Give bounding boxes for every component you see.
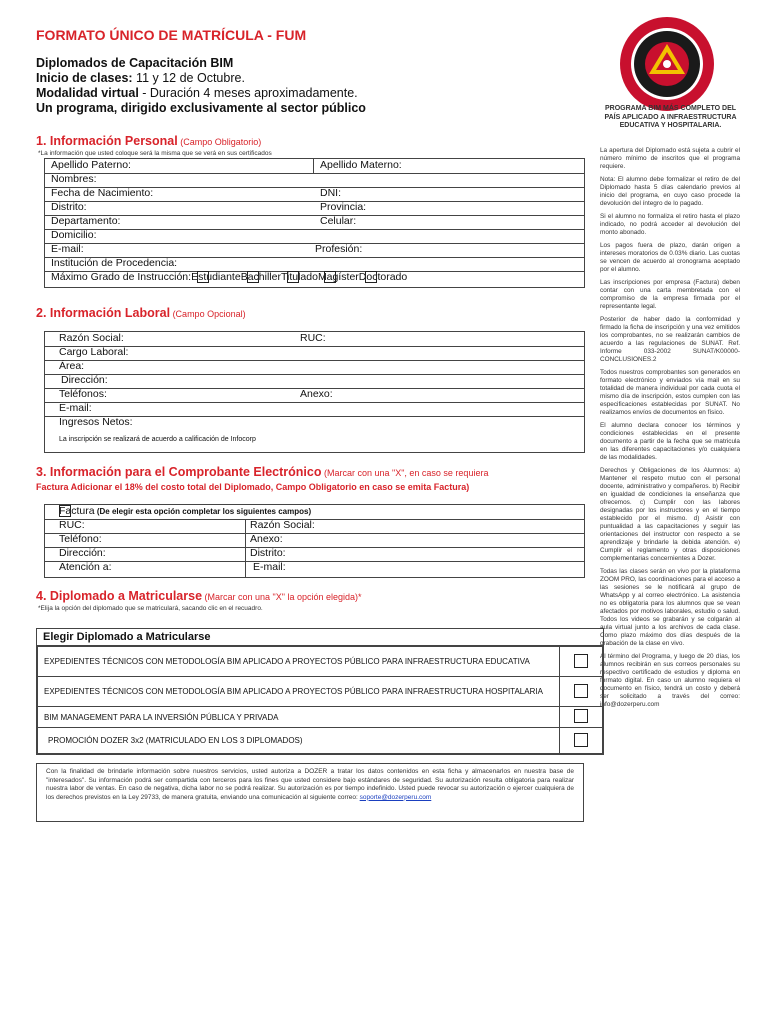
- field-email-laboral[interactable]: E-mail:: [59, 402, 92, 414]
- diplomado-option: EXPEDIENTES TÉCNICOS CON METODOLOGÍA BIM APLICADO A PROYECTOS PÚBLICO PARA INFRAESTRUCTURA HOSPITALARIA: [38, 677, 560, 707]
- field-factura-telefono[interactable]: Teléfono:: [59, 533, 102, 545]
- field-cargo[interactable]: Cargo Laboral:: [59, 346, 129, 358]
- personal-info-form: [44, 158, 585, 288]
- checkbox-diplomado-hospitalaria[interactable]: [574, 684, 588, 698]
- section-3-hint: Factura Adicionar el 18% del costo total del Diplomado, Campo Obligatorio en caso se emita Factura): [36, 482, 470, 492]
- field-ruc[interactable]: RUC:: [300, 332, 326, 344]
- diplomado-option: PROMOCIÓN DOZER 3x2 (MATRICULADO EN LOS 3 DIPLOMADOS): [38, 728, 560, 754]
- field-factura-ruc[interactable]: RUC:: [59, 519, 85, 531]
- section-1-title: 1. Información Personal (Campo Obligatorio): [36, 134, 262, 148]
- checkbox-titulado[interactable]: [287, 271, 299, 283]
- institution-logo: [619, 16, 715, 112]
- terms-paragraph: Todas las clases serán en vivo por la plataforma ZOOM PRO, las coordinaciones para el acceso a las sesiones se le notificará al grupo de WhatsApp y al correo electrónico. La asistencia no es obligatoria para los alumnos que se vean afectados por motivos laborales, estudio o salud. Todos los videos se grabarán y se colgarán al aula virtual junto a los archivos de cada clase. Como plazo máximo dos días después de la grabación de la clase en vivo.: [600, 568, 740, 647]
- field-anexo[interactable]: Anexo:: [300, 388, 333, 400]
- header-line-2: Inicio de clases: 11 y 12 de Octubre.: [36, 71, 245, 85]
- terms-paragraph: El alumno declara conocer los términos y condiciones establecidas en el presente documento a partir de la fecha que se matricula en las diferentes capacitaciones y/o cualquiera de las modalidades.: [600, 422, 740, 461]
- terms-paragraph: Las inscripciones por empresa (Factura) deben contar con una carta membretada con el compromiso de la empresa firmada por el representante legal.: [600, 279, 740, 310]
- section-4-note: *Elija la opción del diplomado que se matriculará, sacando clic en el recuadro.: [38, 605, 263, 612]
- terms-paragraph: Todos nuestros comprobantes son generados en formato electrónico y enviados vía mail en su totalidad de manera individual por cada cuota el mismo día de inscripción, estos cumplen con las especificaciones establecidas por SUNAT. No realizamos envíos de documentos en físico.: [600, 369, 740, 416]
- field-dni[interactable]: DNI:: [320, 187, 341, 199]
- field-factura-distrito[interactable]: Distrito:: [250, 547, 286, 559]
- field-provincia[interactable]: Provincia:: [320, 201, 367, 213]
- checkbox-doctorado[interactable]: [365, 271, 377, 283]
- checkbox-diplomado-educativa[interactable]: [574, 654, 588, 668]
- field-factura-razon-social[interactable]: Razón Social:: [250, 519, 315, 531]
- terms-paragraph: Nota: El alumno debe formalizar el retiro de del Diplomado hasta 5 días calendario previos al inicio del programa, en cuyo caso procede la devolución del íntegro de lo pagado.: [600, 176, 740, 207]
- infocorp-note: La inscripción se realizará de acuerdo a calificación de Infocorp: [59, 436, 256, 443]
- side-tagline: PROGRAMA BIM MÁS COMPLETO DEL PAÍS APLICADO A INFRAESTRUCTURA EDUCATIVA Y HOSPITALARIA.: [604, 105, 737, 129]
- section-4-title: 4. Diplomado a Matricularse (Marcar con una "X" la opción elegida)*: [36, 589, 362, 603]
- terms-paragraph: La apertura del Diplomado está sujeta a cubrir el número mínimo de inscritos que el programa requiere.: [600, 147, 740, 170]
- diplomado-option: EXPEDIENTES TÉCNICOS CON METODOLOGÍA BIM APLICADO A PROYECTOS PÚBLICO PARA INFRAESTRUCTURA EDUCATIVA: [38, 647, 560, 677]
- section-2-title: 2. Información Laboral (Campo Opcional): [36, 306, 246, 320]
- field-factura-email[interactable]: E-mail:: [253, 561, 286, 573]
- field-domicilio[interactable]: Domicilio:: [51, 229, 97, 241]
- section-3-title: 3. Información para el Comprobante Electrónico (Marcar con una "X", en caso se requiera: [36, 465, 489, 479]
- field-institucion[interactable]: Institución de Procedencia:: [51, 257, 178, 269]
- field-razon-social[interactable]: Razón Social:: [59, 332, 124, 344]
- terms-paragraph: Si el alumno no formaliza el retiro hasta el plazo indicado, no podrá acceder al devolución del monto abonado.: [600, 213, 740, 236]
- invoice-form: [44, 504, 585, 578]
- header-line-4: Un programa, dirigido exclusivamente al sector público: [36, 101, 366, 115]
- checkbox-promocion-3x2[interactable]: [574, 733, 588, 747]
- terms-paragraph: Posterior de haber dado la conformidad y firmado la ficha de inscripción y una vez emitidos los comprobantes, no se realizarán cambios de acuerdo a las regulaciones de SUNAT. Ref. Informe 033-2002 SUNAT/K00000-CONCLUSIONES.2: [600, 316, 740, 363]
- checkbox-estudiante[interactable]: [197, 271, 209, 283]
- field-distrito[interactable]: Distrito:: [51, 201, 87, 213]
- terms-paragraph: Derechos y Obligaciones de los Alumnos: a) Mantener el respeto mutuo con el personal docente, administrativo y compañeros. b) Recibir en igualdad de condiciones la enseñanza que ofrecemos. c) Cumplir con las labores designadas por los instructores y en el tiempo establecido por el mismo. d) Asistir con puntualidad a las capacitaciones y seguir las orientaciones del instructor con respecto a se aprendizaje y brindarle la debida atención. e) Cumplir el reglamento y otras disposiciones complementarias concernientes a Dozer.: [600, 467, 740, 562]
- diplomado-table: [36, 628, 604, 755]
- field-nombres[interactable]: Nombres:: [51, 173, 97, 185]
- field-area[interactable]: Área:: [59, 360, 85, 372]
- field-apellido-paterno[interactable]: Apellido Paterno:: [51, 159, 131, 171]
- field-email[interactable]: E-mail:: [51, 243, 84, 255]
- terms-column: [600, 147, 740, 714]
- terms-paragraph: Al término del Programa, y luego de 20 días, los alumnos recibirán en sus correos personales su respectivo certificado de estudios y diploma en formato digital. En caso un alumno requiera el documento en físico, tendrá un costo y deberá ser solicitado a través del correo: info@dozerperu.com: [600, 653, 740, 708]
- document-title: FORMATO ÚNICO DE MATRÍCULA - FUM: [36, 27, 307, 43]
- field-fecha-nacimiento[interactable]: Fecha de Nacimiento:: [51, 187, 154, 199]
- labor-info-form: [44, 331, 585, 453]
- section-1-note: *La información que usted coloque será la misma que se verá en sus certificados: [38, 150, 272, 157]
- field-direccion[interactable]: Dirección:: [61, 374, 108, 386]
- field-departamento[interactable]: Departamento:: [51, 215, 121, 227]
- diplomado-table-title: Elegir Diplomado a Matricularse: [37, 629, 603, 646]
- terms-paragraph: Los pagos fuera de plazo, darán origen a intereses moratorios de 0.03% diario. Las cuotas se vencen de acuerdo al cronograma aceptado por el alumno.: [600, 242, 740, 273]
- header-line-3: Modalidad virtual - Duración 4 meses aproximadamente.: [36, 86, 358, 100]
- diplomado-option: BIM MANAGEMENT PARA LA INVERSIÓN PÚBLICA Y PRIVADA: [38, 707, 560, 728]
- field-apellido-materno[interactable]: Apellido Materno:: [320, 159, 402, 171]
- header-line-1: Diplomados de Capacitación BIM: [36, 56, 234, 70]
- privacy-notice: Con la finalidad de brindarle información sobre nuestros servicios, usted autoriza a DOZER a tratar los datos contenidos en esta ficha y almacenarlos en nuestra base de "interesados". Su información podrá ser compartida con terceros para los fines que usted considere bajo estándares de seguridad. Su autorización resulta obligatoria para realizar nuestra labor de ventas. En caso de negativa, dicha labor no se podrá realizar. Su autorización es por tiempo indefinido. Usted puede revocar su autorización o ejercer cualquiera de los derechos previstos en la Ley 29733, de manera gratuita, enviando una comunicación al siguiente correo: soporte@dozerperu.com: [36, 763, 584, 822]
- factura-option: Factura (De elegir esta opción completar los siguientes campos): [59, 505, 312, 517]
- field-telefonos[interactable]: Teléfonos:: [59, 388, 107, 400]
- checkbox-bachiller[interactable]: [247, 271, 259, 283]
- grado-instruccion: Máximo Grado de Instrucción: Estudiante Bachiller Titulado Magíster Doctorado: [51, 271, 408, 283]
- checkbox-factura[interactable]: [59, 505, 71, 517]
- checkbox-magister[interactable]: [324, 271, 336, 283]
- field-factura-anexo[interactable]: Anexo:: [250, 533, 283, 545]
- field-celular[interactable]: Celular:: [320, 215, 357, 227]
- checkbox-diplomado-management[interactable]: [574, 709, 588, 723]
- field-ingresos[interactable]: Ingresos Netos:: [59, 416, 133, 428]
- support-email-link[interactable]: soporte@dozerperu.com: [359, 793, 432, 801]
- field-factura-direccion[interactable]: Dirección:: [59, 547, 106, 559]
- field-factura-atencion[interactable]: Atención a:: [59, 561, 112, 573]
- field-profesion[interactable]: Profesión:: [315, 243, 363, 255]
